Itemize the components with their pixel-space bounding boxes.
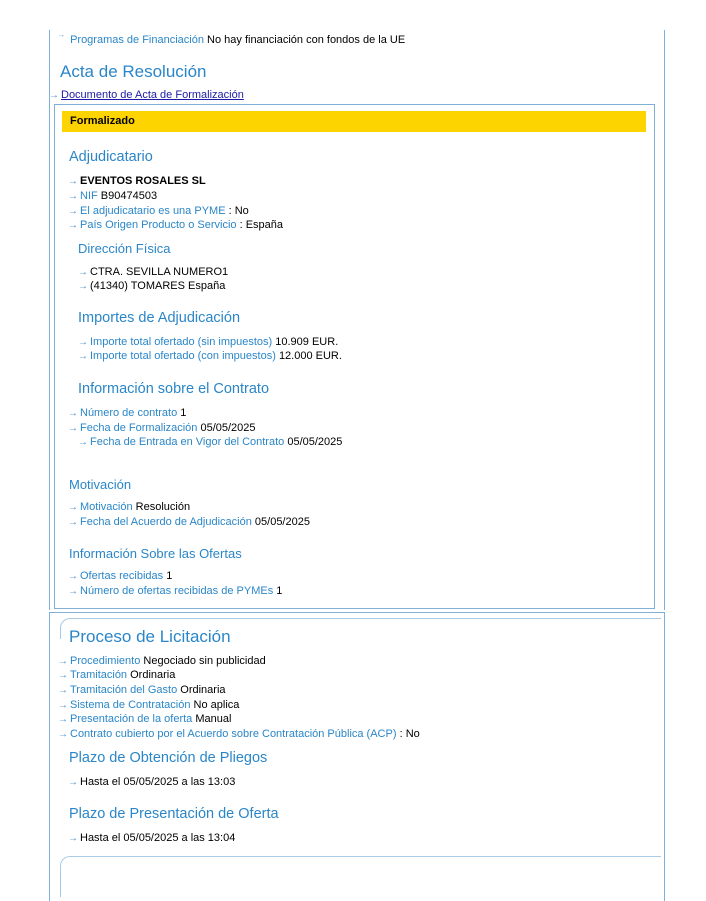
importes-title: Importes de Adjudicación <box>78 310 241 326</box>
ofertas-recibidas-label[interactable]: Ofertas recibidas <box>80 570 164 582</box>
ofertas-recibidas-row <box>68 570 172 583</box>
tramitacion-row <box>58 669 175 682</box>
arrow-icon: → <box>68 408 78 419</box>
ofertas-pymes-row <box>68 585 282 598</box>
ofertas-pymes-value: 1 <box>276 585 283 597</box>
programas-label[interactable]: Programas de Financiación <box>70 34 204 46</box>
pliegos-title: Plazo de Obtención de Pliegos <box>69 750 268 766</box>
acp-label[interactable]: Contrato cubierto por el Acuerdo sobre Contratación Pública (ACP) <box>70 728 397 740</box>
sistema-value: No aplica <box>193 699 240 711</box>
outer-frame-right <box>664 30 665 610</box>
motivacion-title: Motivación <box>69 477 132 492</box>
pliegos-row <box>68 776 235 789</box>
pais-value: : España <box>239 219 284 231</box>
fecha-formalizacion-label[interactable]: Fecha de Formalización <box>80 422 198 434</box>
fecha-vigor-label[interactable]: Fecha de Entrada en Vigor del Contrato <box>90 436 285 448</box>
procedimiento-label[interactable]: Procedimiento <box>70 655 141 667</box>
status-label: Formalizado <box>70 115 135 127</box>
oferta-row <box>68 832 235 845</box>
arrow-icon: → <box>68 517 78 528</box>
tramitacion-gasto-label[interactable]: Tramitación del Gasto <box>70 684 178 696</box>
arrow-icon: → <box>68 502 78 513</box>
fecha-vigor-row <box>78 436 342 449</box>
pyme-row <box>68 205 249 218</box>
arrow-icon: → <box>49 90 59 101</box>
ofertas-title: Información Sobre las Ofertas <box>69 546 242 561</box>
fecha-formalizacion-row <box>68 422 256 435</box>
motivacion-value: Resolución <box>135 501 191 513</box>
oferta-value: Hasta el 05/05/2025 a las 13:04 <box>80 832 236 844</box>
arrow-icon: → <box>68 176 78 187</box>
motivacion-row <box>68 501 190 514</box>
presentacion-value: Manual <box>195 713 232 725</box>
pyme-value: : No <box>228 205 249 217</box>
arrow-icon: → <box>58 656 68 667</box>
acp-value: : No <box>399 728 420 740</box>
oferta-title: Plazo de Presentación de Oferta <box>69 806 279 822</box>
arrow-icon: → <box>68 777 78 788</box>
motivacion-label[interactable]: Motivación <box>80 501 133 513</box>
pais-label[interactable]: País Origen Producto o Servicio <box>80 219 237 231</box>
procedimiento-value: Negociado sin publicidad <box>143 655 266 667</box>
acta-title: Acta de Resolución <box>60 62 207 81</box>
proceso-title: Proceso de Licitación <box>69 627 231 646</box>
procedimiento-row <box>58 655 266 668</box>
direccion-line2-row <box>78 280 225 293</box>
inner-box-left <box>54 104 55 609</box>
importe-sin-value: 10.909 EUR. <box>275 336 339 348</box>
arrow-icon: → <box>78 437 88 448</box>
importe-sin-row <box>78 336 338 349</box>
fecha-vigor-value: 05/05/2025 <box>287 436 343 448</box>
status-badge <box>62 111 646 132</box>
acta-link-row <box>49 89 244 102</box>
fecha-acuerdo-label[interactable]: Fecha del Acuerdo de Adjudicación <box>80 516 252 528</box>
numero-contrato-value: 1 <box>180 407 187 419</box>
next-section-corner <box>60 856 661 897</box>
ofertas-recibidas-value: 1 <box>166 570 173 582</box>
pliegos-value: Hasta el 05/05/2025 a las 13:03 <box>80 776 236 788</box>
arrow-icon: → <box>58 700 68 711</box>
contrato-title: Información sobre el Contrato <box>78 381 270 397</box>
arrow-icon: → <box>68 191 78 202</box>
sistema-row <box>58 699 239 712</box>
arrow-icon: → <box>68 206 78 217</box>
ofertas-pymes-label[interactable]: Número de ofertas recibidas de PYMEs <box>80 585 274 597</box>
arrow-icon: → <box>58 714 68 725</box>
pais-row <box>68 219 283 232</box>
arrow-icon: → <box>58 32 65 39</box>
sistema-label[interactable]: Sistema de Contratación <box>70 699 191 711</box>
importe-con-row <box>78 350 342 363</box>
numero-contrato-row <box>68 407 186 420</box>
tramitacion-gasto-value: Ordinaria <box>180 684 226 696</box>
fecha-formalizacion-value: 05/05/2025 <box>200 422 256 434</box>
outer-frame-left <box>49 30 50 610</box>
direccion-title: Dirección Física <box>78 241 171 256</box>
arrow-icon: → <box>68 833 78 844</box>
acp-row <box>58 728 420 741</box>
programas-financiacion-row <box>58 34 405 48</box>
arrow-icon: → <box>78 281 88 292</box>
inner-box-bottom <box>54 608 655 609</box>
adjudicatario-name: EVENTOS ROSALES SL <box>80 175 206 187</box>
arrow-icon: → <box>58 670 68 681</box>
arrow-icon: → <box>58 685 68 696</box>
importe-con-label[interactable]: Importe total ofertado (con impuestos) <box>90 350 276 362</box>
arrow-icon: → <box>58 729 68 740</box>
tramitacion-value: Ordinaria <box>130 669 176 681</box>
proceso-frame-top <box>49 612 665 613</box>
presentacion-label[interactable]: Presentación de la oferta <box>70 713 193 725</box>
importe-con-value: 12.000 EUR. <box>278 350 342 362</box>
acta-document-link[interactable]: Documento de Acta de Formalización <box>61 89 244 101</box>
numero-contrato-label[interactable]: Número de contrato <box>80 407 178 419</box>
inner-box-top <box>54 104 655 105</box>
arrow-icon: → <box>68 586 78 597</box>
adjudicatario-title: Adjudicatario <box>69 149 153 165</box>
proceso-frame-left <box>49 612 50 901</box>
nif-value: B90474503 <box>100 190 158 202</box>
fecha-acuerdo-row <box>68 516 310 529</box>
tramitacion-label[interactable]: Tramitación <box>70 669 128 681</box>
importe-sin-label[interactable]: Importe total ofertado (sin impuestos) <box>90 336 273 348</box>
proceso-frame-right <box>664 612 665 901</box>
direccion-line2: (41340) TOMARES España <box>90 280 226 292</box>
programas-value: No hay financiación con fondos de la UE <box>207 34 406 46</box>
direccion-line1: CTRA. SEVILLA NUMERO1 <box>90 266 229 278</box>
arrow-icon: → <box>78 351 88 362</box>
arrow-icon: → <box>68 220 78 231</box>
adjudicatario-name-row <box>68 175 206 188</box>
arrow-icon: → <box>78 267 88 278</box>
arrow-icon: → <box>68 571 78 582</box>
tramitacion-gasto-row <box>58 684 226 697</box>
direccion-line1-row <box>78 266 228 279</box>
arrow-icon: → <box>68 423 78 434</box>
presentacion-row <box>58 713 231 726</box>
inner-box-right <box>654 104 655 609</box>
nif-label[interactable]: NIF <box>80 190 98 202</box>
nif-row <box>68 190 157 203</box>
pyme-label[interactable]: El adjudicatario es una PYME <box>80 205 226 217</box>
fecha-acuerdo-value: 05/05/2025 <box>254 516 310 528</box>
arrow-icon: → <box>78 337 88 348</box>
